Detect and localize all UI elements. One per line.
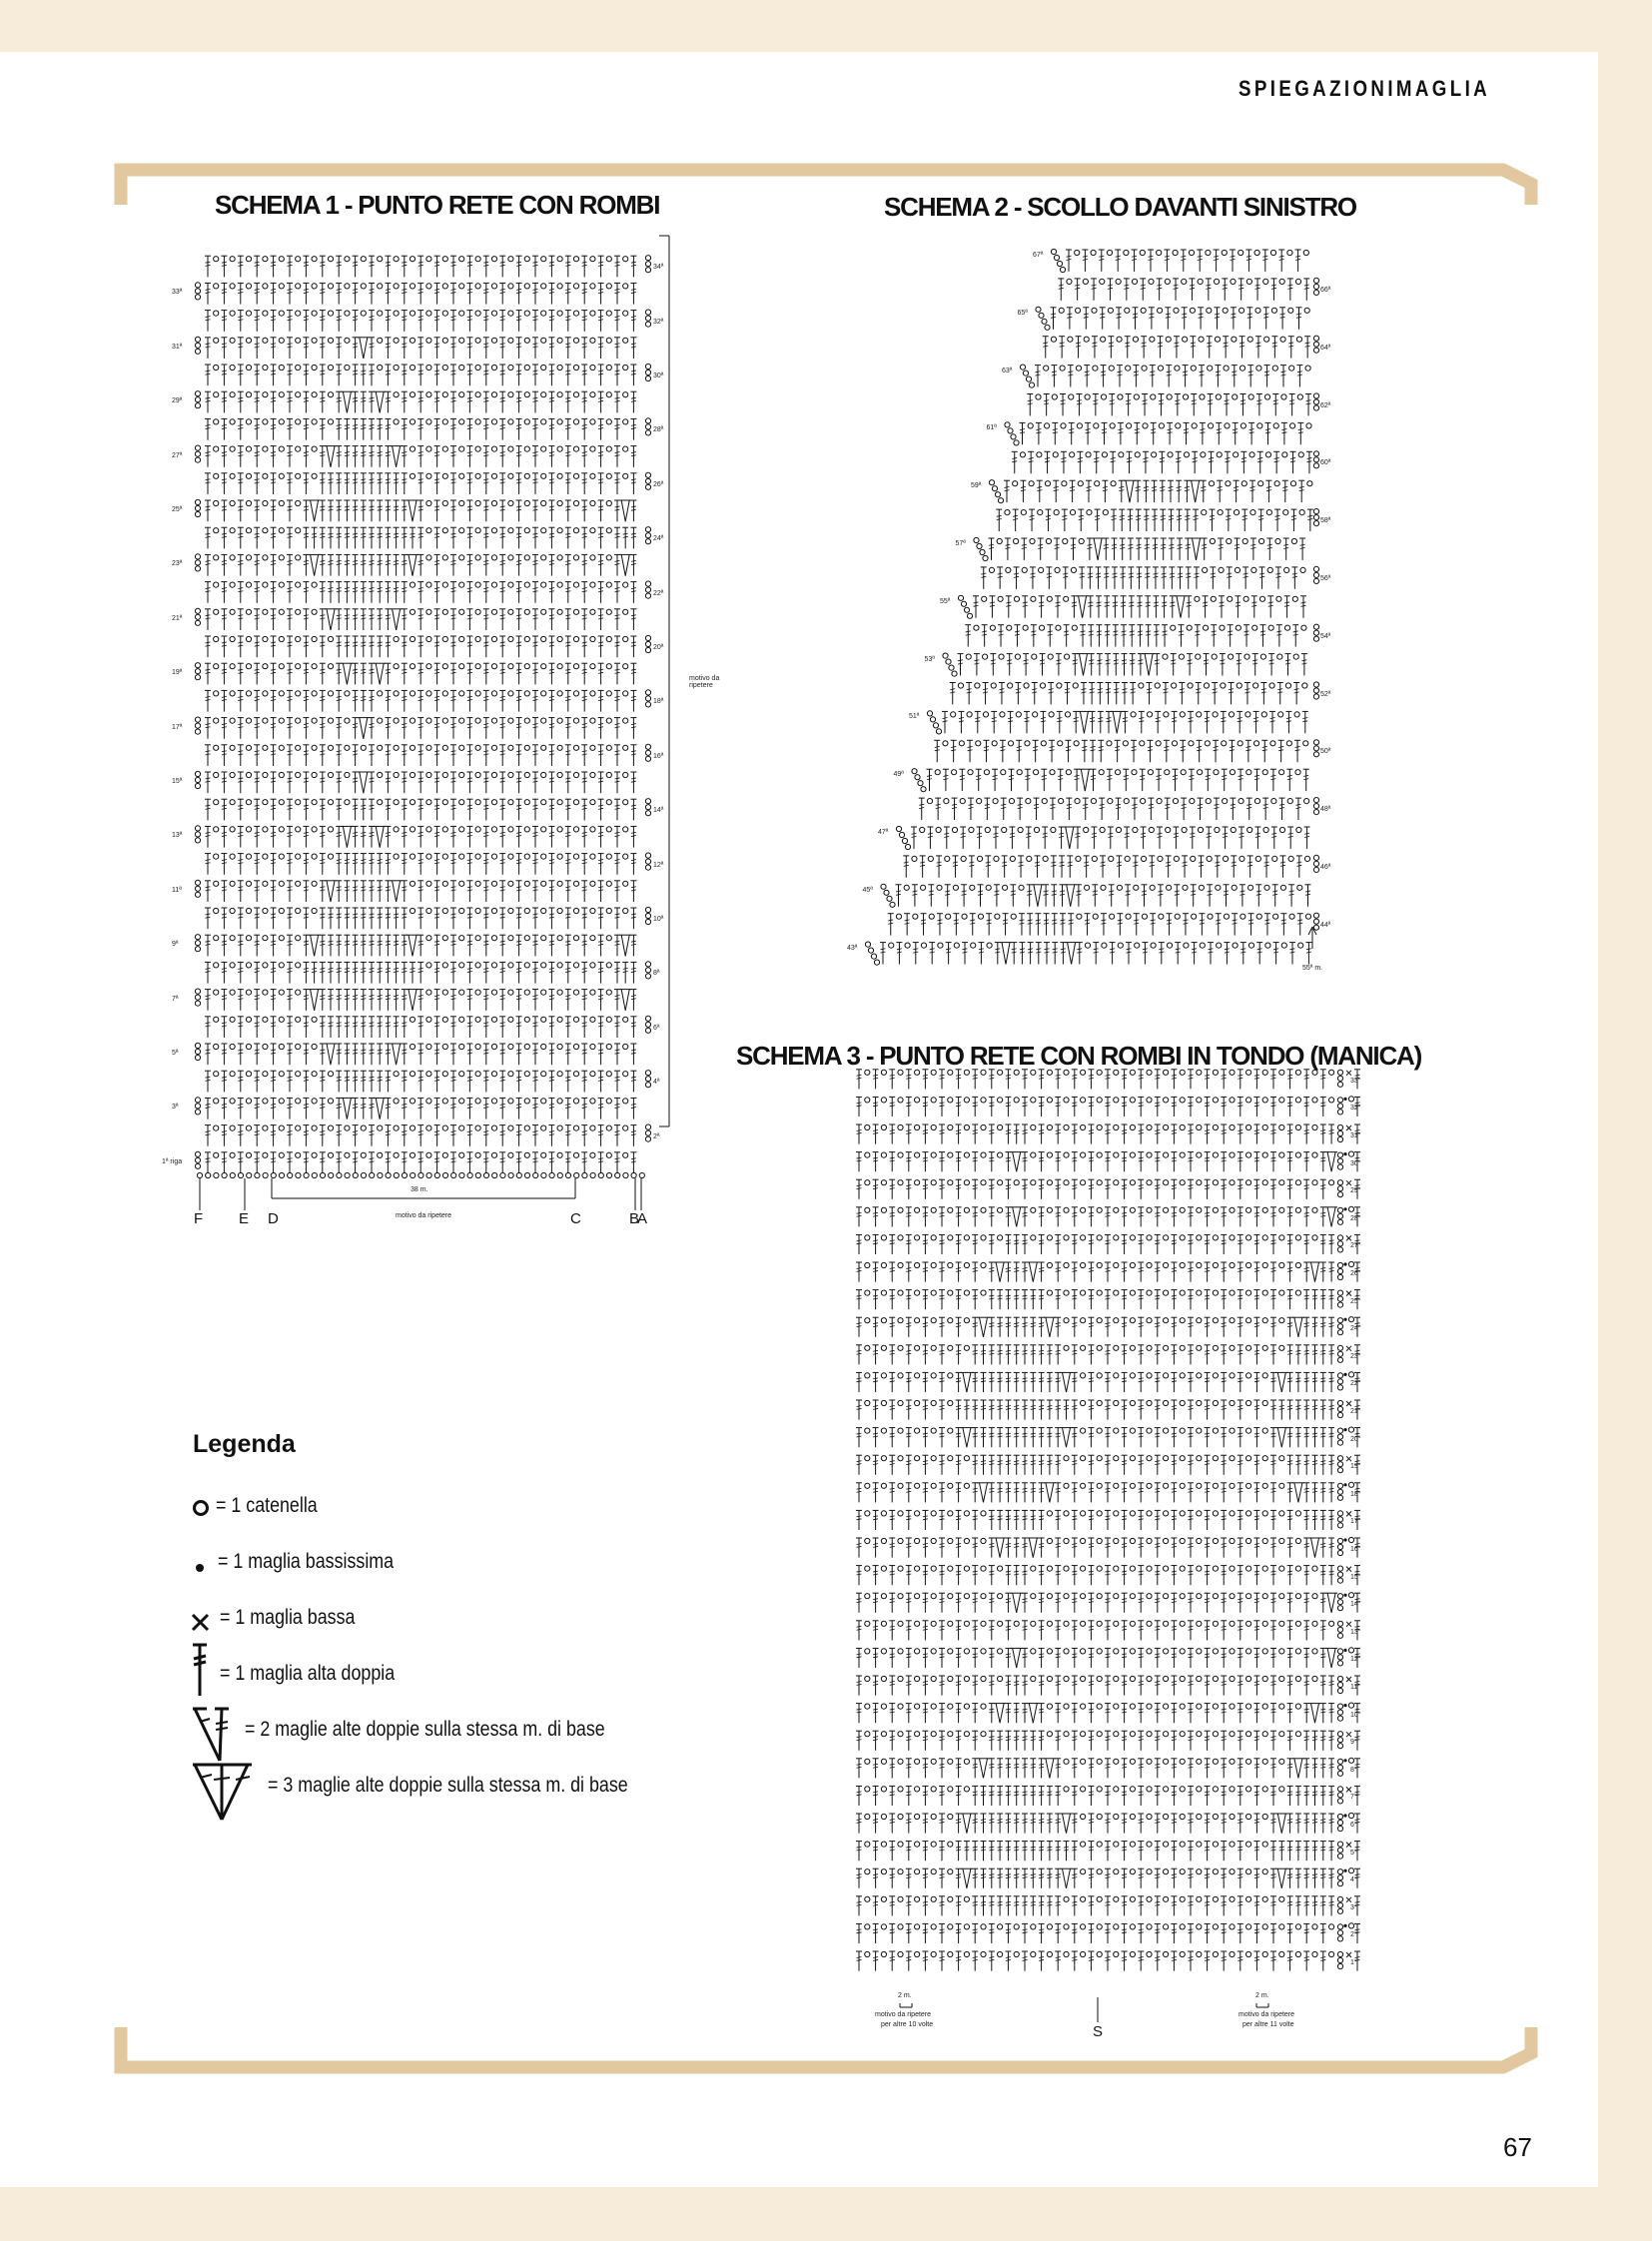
schema1-letter-B: B: [629, 1210, 640, 1227]
schema2-chart: [862, 249, 1318, 965]
schema3-row-22: [856, 1372, 1360, 1392]
schema2-title: SCHEMA 2 - SCOLLO DAVANTI SINISTRO: [884, 192, 1356, 222]
schema3-row-7: [856, 1786, 1360, 1806]
schema3-row-18: [856, 1482, 1360, 1502]
schema3-row-32: [856, 1097, 1360, 1117]
schema2-row-label: 46ª: [1320, 863, 1331, 871]
schema3-row-label: 25°: [1350, 1297, 1361, 1305]
schema1-row-12: [205, 853, 651, 875]
schema3-row-label: 21°: [1350, 1408, 1361, 1415]
schema1-row-24: [205, 527, 651, 549]
schema1-repeat-label: motivo da ripetere: [396, 1212, 452, 1219]
schema1-row-32: [205, 310, 651, 332]
schema3-row-label: 6°: [1350, 1822, 1357, 1829]
schema2-row-58: [996, 508, 1318, 531]
schema1-row-label: 16ª: [653, 752, 664, 760]
double-treble-icon: [193, 1644, 207, 1696]
schema3-row-19: [856, 1455, 1360, 1475]
schema3-row-12: [856, 1648, 1360, 1668]
schema3-row-23: [856, 1345, 1360, 1365]
schema3-title: SCHEMA 3 - PUNTO RETE CON ROMBI IN TONDO (MANICA): [736, 1041, 1422, 1071]
schema1-row-label: 15ª: [172, 778, 183, 785]
schema2-row-64: [1043, 336, 1319, 359]
legend-title: Legenda: [193, 1430, 296, 1458]
schema3-row-25: [856, 1290, 1360, 1310]
schema2-row-59: [989, 480, 1312, 503]
schema1-row-18: [205, 690, 651, 712]
schema1-row-label: 18ª: [653, 698, 664, 706]
single-crochet-x-icon: [193, 1615, 208, 1630]
schema1-row-33: [195, 283, 636, 305]
schema1-row-label: 19ª: [172, 669, 183, 677]
schema3-row-28: [856, 1206, 1360, 1226]
schema1-row-29: [195, 391, 636, 413]
schema3-row-4: [856, 1868, 1360, 1888]
schema2-row-67: [1051, 249, 1308, 272]
schema3-row-33: [856, 1070, 1360, 1090]
schema1-chart: [195, 236, 669, 1210]
schema2-row-label: 57ª: [955, 540, 966, 547]
schema1-row-11: [195, 880, 636, 902]
schema3-row-label: 18°: [1350, 1490, 1361, 1498]
schema1-row-label: 3ª: [172, 1104, 179, 1112]
schema2-row-label: 48ª: [1320, 806, 1331, 814]
schema2-row-label: 44ª: [1320, 921, 1331, 929]
schema2-row-label: 64ª: [1320, 344, 1331, 352]
schema3-row-10: [856, 1703, 1360, 1723]
schema2-row-label: 47ª: [878, 829, 889, 836]
schema1-row-9: [195, 935, 636, 957]
schema3-row-label: 30°: [1350, 1159, 1361, 1167]
schema3-row-21: [856, 1400, 1360, 1420]
schema2-row-52: [950, 682, 1319, 705]
schema2-row-61: [1005, 422, 1311, 445]
schema3-row-label: 19°: [1350, 1463, 1361, 1471]
schema1-title: SCHEMA 1 - PUNTO RETE CON ROMBI: [215, 190, 660, 220]
schema1-row-label: 32ª: [653, 318, 664, 326]
schema1-row-30: [205, 364, 651, 385]
schema1-row-label: 9ª: [172, 941, 179, 949]
schema2-row-50: [934, 740, 1318, 763]
schema2-row-label: 67ª: [1033, 252, 1044, 259]
schema1-row-label: 1ª riga: [162, 1157, 183, 1165]
schema2-row-label: 61ª: [986, 424, 997, 432]
schema2-row-45: [881, 884, 1311, 907]
schema1-row-label: 22ª: [653, 589, 664, 597]
schema1-row-label: 28ª: [653, 426, 664, 434]
schema3-row-1: [856, 1951, 1360, 1971]
schema3-row-label: 4°: [1350, 1876, 1357, 1884]
schema1-row-label: 23ª: [172, 560, 183, 568]
two-treble-fan-icon: [193, 1709, 229, 1761]
schema3-row-8: [856, 1758, 1360, 1778]
legend-item-single-crochet-x: = 1 maglia bassa: [220, 1606, 356, 1629]
schema1-row-31: [195, 337, 636, 359]
schema3-row-30: [856, 1151, 1360, 1171]
schema1-stitch-count: 38 m.: [411, 1186, 428, 1193]
schema1-row-label: 17ª: [172, 723, 183, 731]
legend-item-three-treble-fan: = 3 maglie alte doppie sulla stessa m. di base: [268, 1774, 628, 1797]
schema1-row-34: [205, 256, 651, 278]
schema3-row-9: [856, 1731, 1360, 1751]
schema3-row-label: 32°: [1350, 1105, 1361, 1113]
schema1-row-label: 31ª: [172, 343, 183, 351]
schema2-row-label: 43ª: [847, 944, 858, 952]
schema1-row-label: 27ª: [172, 451, 183, 459]
schema2-row-label: 45ª: [862, 886, 873, 894]
schema3-row-label: 28°: [1350, 1214, 1361, 1222]
schema3-chart: [856, 1070, 1360, 2022]
schema3-row-31: [856, 1124, 1360, 1144]
legend-item-chain-circle: = 1 catenella: [216, 1494, 318, 1517]
legend-item-double-treble: = 1 maglia alta doppia: [220, 1662, 396, 1685]
schema2-row-55: [958, 595, 1306, 618]
schema2-row-57: [974, 537, 1305, 560]
slip-stitch-dot-icon: [196, 1564, 204, 1572]
schema3-row-label: 1°: [1350, 1959, 1357, 1966]
schema1-letter-D: D: [268, 1210, 279, 1227]
legend-item-two-treble-fan: = 2 maglie alte doppie sulla stessa m. di base: [245, 1718, 605, 1741]
schema1-row-13: [195, 826, 636, 848]
schema3-row-14: [856, 1593, 1360, 1613]
schema3-row-label: 17°: [1350, 1518, 1361, 1526]
schema2-row-65: [1036, 307, 1309, 330]
schema3-row-29: [856, 1179, 1360, 1199]
schema1-row-16: [205, 744, 651, 766]
schema1-row-25: [195, 499, 636, 521]
schema1-row-label: 24ª: [653, 535, 664, 543]
schema1-row-label: 29ª: [172, 397, 183, 405]
schema2-row-46: [903, 855, 1318, 877]
schema1-row-label: 12ª: [653, 861, 664, 869]
schema3-row-label: 11°: [1350, 1684, 1361, 1691]
schema1-row-label: 21ª: [172, 614, 183, 622]
schema3-row-11: [856, 1676, 1360, 1696]
schema1-row-label: 6ª: [653, 1024, 660, 1032]
schema3-right-repeat-text2: per altre 11 volte: [1242, 2021, 1294, 2028]
schema3-left-repeat-text2: per altre 10 volte: [881, 2021, 934, 2028]
schema3-row-label: 3°: [1350, 1903, 1357, 1911]
schema2-row-label: 65ª: [1017, 309, 1028, 317]
schema3-row-label: 10°: [1350, 1711, 1361, 1719]
schema1-row-label: 33ª: [172, 289, 183, 297]
schema1-row-label: 34ª: [653, 264, 664, 272]
bottom-bracket: [121, 2027, 1531, 2067]
schema1-letter-C: C: [570, 1210, 581, 1227]
schema3-row-label: 31°: [1350, 1132, 1361, 1139]
schema3-row-label: 14°: [1350, 1601, 1361, 1609]
schema2-row-56: [981, 566, 1319, 588]
schema1-row-label: 14ª: [653, 807, 664, 815]
schema3-row-2: [856, 1923, 1360, 1943]
schema3-row-label: 2°: [1350, 1931, 1357, 1939]
schema1-row-label: 8ª: [653, 970, 660, 978]
schema2-row-47: [896, 826, 1309, 849]
schema1-row-label: 20ª: [653, 644, 664, 651]
schema1-row-8: [205, 962, 651, 984]
schema2-row-label: 51ª: [909, 713, 920, 721]
schema2-row-label: 50ª: [1320, 748, 1331, 756]
schema1-row-10: [205, 907, 651, 929]
schema2-row-49: [912, 769, 1309, 792]
schema3-row-label: 5°: [1350, 1849, 1357, 1857]
schema2-stitch-marker: 55ª m.: [1302, 965, 1323, 972]
schema3-row-label: 20°: [1350, 1435, 1361, 1443]
chain-circle-icon: [195, 1502, 208, 1515]
schema1-letter-E: E: [239, 1210, 250, 1227]
schema3-row-label: 24°: [1350, 1325, 1361, 1333]
schema3-row-20: [856, 1427, 1360, 1447]
schema3-row-label: 15°: [1350, 1573, 1361, 1581]
three-treble-fan-icon: [193, 1765, 252, 1820]
schema1-row-label: 5ª: [172, 1050, 179, 1057]
schema3-row-label: 9°: [1350, 1739, 1357, 1747]
schema1-repeat-side-label: motivo da ripetere: [689, 675, 720, 689]
page-number: 67: [1503, 2132, 1532, 2162]
schema3-row-label: 33°: [1350, 1077, 1361, 1085]
schema1-row-label: 7ª: [172, 995, 179, 1003]
schema3-row-26: [856, 1261, 1360, 1281]
schema2-row-43: [865, 942, 1311, 965]
schema2-row-48: [919, 798, 1319, 821]
schema3-row-label: 12°: [1350, 1656, 1361, 1664]
schema2-row-label: 52ª: [1320, 690, 1331, 698]
schema1-row-27: [195, 445, 636, 467]
schema1-row-7: [195, 989, 636, 1011]
schema1-row-20: [205, 635, 651, 657]
schema3-row-label: 29°: [1350, 1187, 1361, 1195]
schema3-row-label: 7°: [1350, 1794, 1357, 1802]
schema3-row-label: 16°: [1350, 1546, 1361, 1553]
schema3-row-27: [856, 1234, 1360, 1254]
schema1-row-label: 10ª: [653, 916, 664, 923]
schema3-row-17: [856, 1510, 1360, 1530]
legend-item-slip-stitch-dot: = 1 maglia bassissima: [218, 1550, 395, 1573]
schema1-row-3: [195, 1098, 636, 1120]
schema1-row-21: [195, 608, 636, 630]
schema2-row-53: [943, 653, 1307, 676]
schema2-row-54: [965, 624, 1318, 646]
schema3-right-repeat-count: 2 m.: [1255, 1992, 1269, 1999]
schema1-row-22: [205, 581, 651, 603]
schema3-row-3: [856, 1896, 1360, 1916]
schema3-row-label: 23°: [1350, 1352, 1361, 1360]
schema1-row-1: [195, 1151, 636, 1173]
schema1-row-15: [195, 771, 636, 793]
schema2-row-label: 49ª: [893, 771, 904, 779]
schema1-row-14: [205, 799, 651, 821]
schema2-row-label: 54ª: [1320, 632, 1331, 640]
schema2-row-label: 60ª: [1320, 459, 1331, 467]
schema1-row-5: [195, 1043, 636, 1065]
schema2-row-51: [927, 711, 1307, 734]
schema1-row-17: [195, 717, 636, 739]
schema3-row-15: [856, 1566, 1360, 1586]
schema1-letter-F: F: [194, 1210, 204, 1227]
schema2-row-66: [1058, 278, 1318, 301]
schema2-row-62: [1027, 393, 1318, 416]
schema3-center-marker: S: [1093, 2023, 1104, 2040]
schema2-row-label: 53ª: [924, 655, 935, 663]
schema3-row-6: [856, 1813, 1360, 1833]
schema3-right-repeat-text: motivo da ripetere: [1239, 2011, 1295, 2018]
schema1-row-26: [205, 472, 651, 494]
schema1-row-4: [205, 1071, 651, 1093]
schema1-row-19: [195, 663, 636, 685]
schema1-row-28: [205, 418, 651, 440]
section-header: SPIEGAZIONIMAGLIA: [1239, 76, 1491, 101]
schema1-row-label: 4ª: [653, 1079, 660, 1087]
schema3-row-label: 13°: [1350, 1628, 1361, 1636]
schema1-row-label: 26ª: [653, 480, 664, 488]
schema3-row-16: [856, 1537, 1360, 1557]
schema3-left-repeat-count: 2 m.: [898, 1992, 912, 1999]
schema1-letter-A: A: [637, 1210, 648, 1227]
schema1-row-label: 13ª: [172, 832, 183, 840]
schema1-row-label: 11ª: [172, 886, 182, 894]
schema2-row-label: 56ª: [1320, 574, 1331, 582]
schema2-row-label: 55ª: [940, 597, 951, 605]
schema3-row-label: 27°: [1350, 1242, 1361, 1250]
schema3-row-label: 22°: [1350, 1380, 1361, 1388]
schema3-row-label: 26°: [1350, 1270, 1361, 1277]
schema2-row-label: 62ª: [1320, 401, 1331, 409]
schema2-row-63: [1020, 365, 1310, 387]
schema1-row-6: [205, 1016, 651, 1038]
schema1-row-label: 25ª: [172, 506, 183, 513]
schema1-row-2: [205, 1124, 651, 1146]
schema2-row-60: [1012, 451, 1319, 474]
schema1-row-23: [195, 554, 636, 576]
schema2-row-label: 66ª: [1320, 286, 1331, 294]
schema3-left-repeat-text: motivo da ripetere: [875, 2011, 932, 2018]
schema3-row-5: [856, 1842, 1360, 1862]
schema3-row-13: [856, 1621, 1360, 1641]
schema1-row-label: 2ª: [653, 1132, 660, 1140]
schema2-row-label: 58ª: [1320, 517, 1331, 525]
schema3-row-24: [856, 1317, 1360, 1337]
schema2-row-44: [888, 913, 1319, 935]
schema2-row-label: 59ª: [971, 482, 982, 490]
schema2-row-label: 63ª: [1002, 367, 1013, 374]
schema1-row-label: 30ª: [653, 373, 664, 379]
schema3-row-label: 8°: [1350, 1766, 1357, 1774]
